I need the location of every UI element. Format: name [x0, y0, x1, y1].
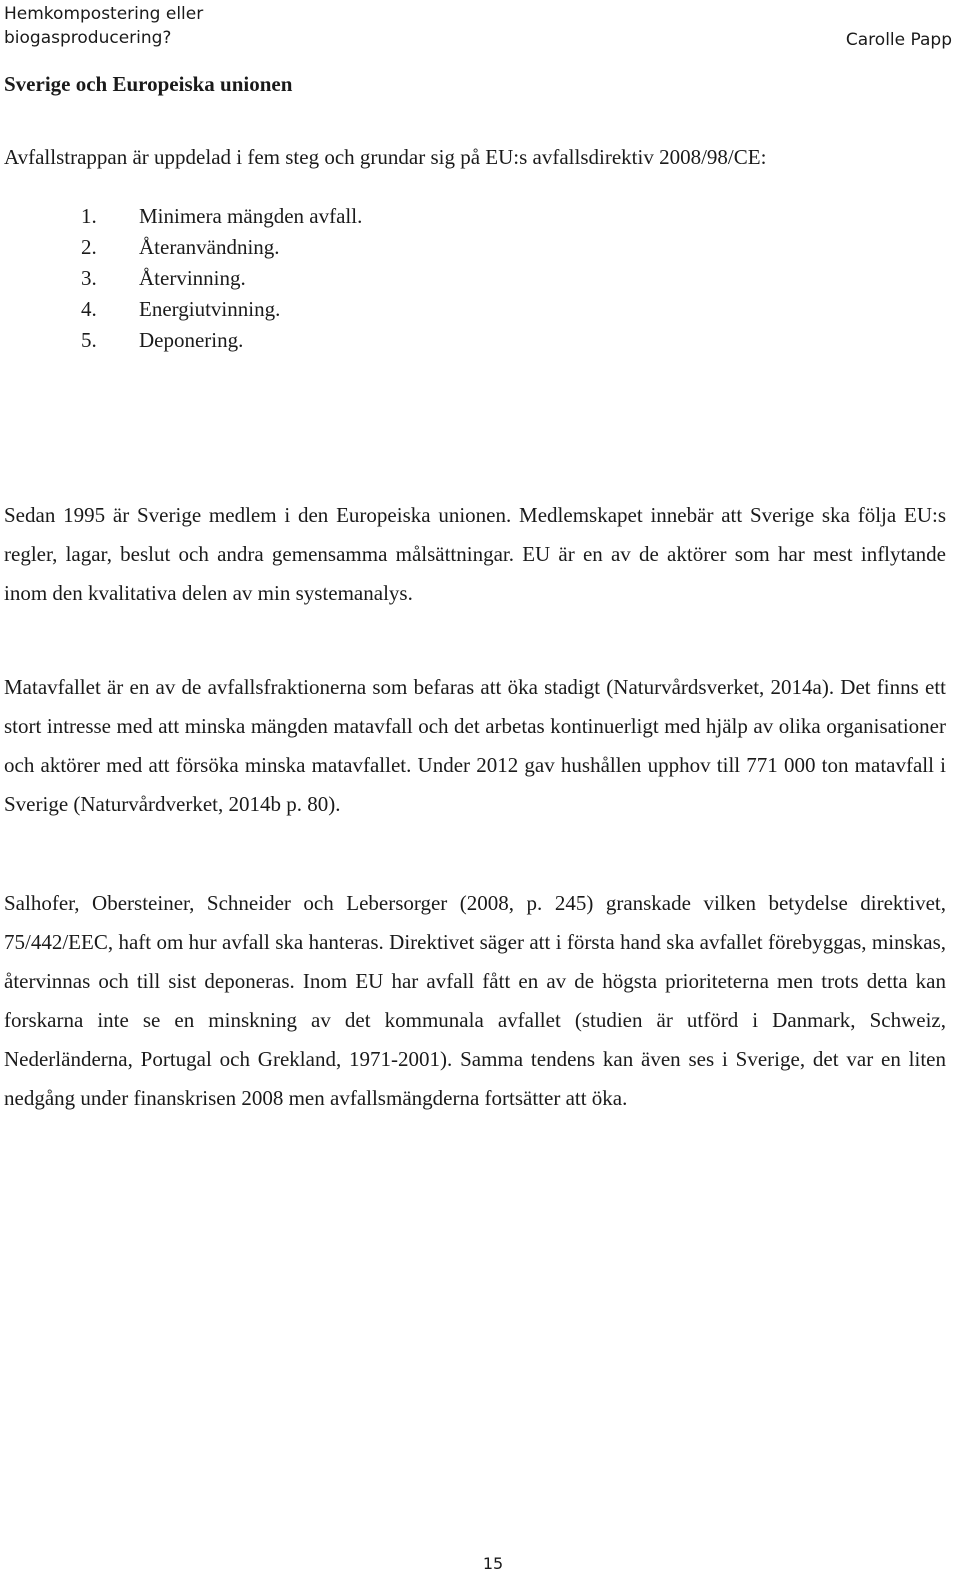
author-name: Carolle Papp — [845, 30, 952, 50]
list-item-text: Återanvändning. — [139, 235, 280, 259]
section-heading: Sverige och Europeiska unionen — [4, 72, 293, 96]
paragraph-food-waste: Matavfallet är en av de avfallsfraktionerna som befaras att öka stadigt (Naturvårdsverket, 2014a). Det finns ett stort intresse med att minska mängden matavfall och det arbetas kontinuerligt med hjälp av olika organisationer och aktörer med att försöka minska matavfallet. Under 2012 gav hushållen upphov till 771 000 ton matavfall i Sverige (Naturvårdverket, 2014b p. 80). — [4, 675, 946, 816]
list-item-number: 4. — [81, 297, 97, 321]
page-number: 15 — [482, 1554, 504, 1573]
list-item-number: 1. — [81, 204, 97, 228]
list-item-number: 3. — [81, 266, 97, 290]
paragraph-directive-study: Salhofer, Obersteiner, Schneider och Lebersorger (2008, p. 245) granskade vilken betydelse direktivet, 75/442/EEC, haft om hur avfall ska hanteras. Direktivet säger att i första hand ska avfallet förebyggas, minskas, återvinnas och till sist deponeras. Inom EU har avfall fått en av de högsta prioriteterna men trots detta kan forskarna inte se en minskning av det kommunala avfallet (studien är utförd i Danmark, Schweiz, Nederländerna, Portugal och Grekland, 1971-2001). Samma tendens kan även ses i Sverige, det var en liten nedgång under finanskrisen 2008 men avfallsmängderna fortsätter att öka. — [4, 891, 946, 1110]
list-item-text: Minimera mängden avfall. — [139, 204, 363, 228]
paragraph-eu-membership: Sedan 1995 är Sverige medlem i den Europeiska unionen. Medlemskapet innebär att Sverige ska följa EU:s regler, lagar, beslut och andra gemensamma målsättningar. EU är en av de aktörer som har mest inflytande inom den kvalitativa delen av min systemanalys. — [4, 503, 946, 605]
list-item-text: Energiutvinning. — [139, 297, 281, 321]
list-item-number: 5. — [81, 328, 97, 352]
intro-text: Avfallstrappan är uppdelad i fem steg och grundar sig på EU:s avfallsdirektiv 2008/98/CE: — [4, 145, 767, 169]
list-item-text: Återvinning. — [139, 266, 246, 290]
document-title: Hemkompostering eller biogasproducering? — [4, 4, 204, 48]
list-item-number: 2. — [81, 235, 97, 259]
list-item-text: Deponering. — [139, 328, 244, 352]
page-header — [0, 0, 960, 60]
